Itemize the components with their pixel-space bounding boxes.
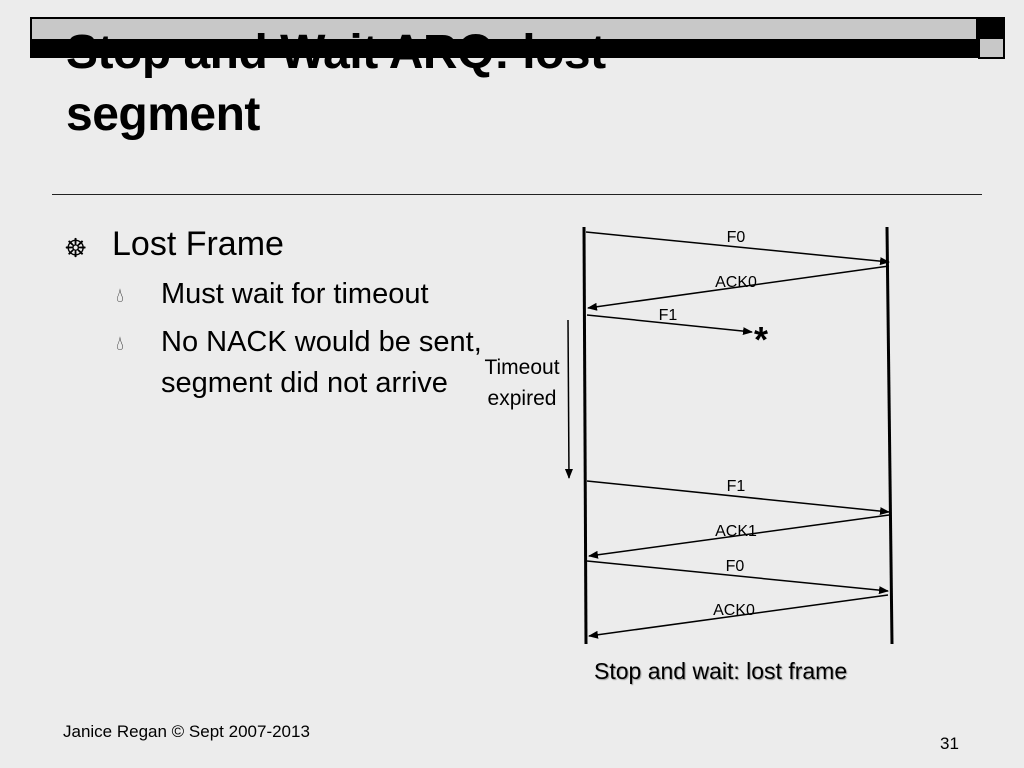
page-number: 31	[940, 734, 959, 753]
frame-f0-second-label: F0	[725, 558, 745, 575]
title-line-2: segment	[66, 88, 260, 141]
sender-timeline	[584, 227, 586, 644]
wheel-bullet-icon: ☸	[64, 233, 88, 263]
bullet-text: Lost Frame	[112, 225, 284, 263]
title-line-1: Stop and Wait ARQ: lost	[66, 26, 606, 79]
sub-bullet-text: Must wait for timeout	[161, 278, 429, 310]
footer-text: Janice Regan © Sept 2007-2013	[63, 722, 310, 741]
ack1-label: ACK1	[715, 523, 757, 540]
bullet-lost-frame	[64, 222, 484, 266]
ack0-label: ACK0	[715, 274, 757, 291]
receiver-timeline	[887, 227, 892, 644]
timeout-label-line2: expired	[487, 387, 557, 410]
title-divider	[52, 194, 982, 195]
sub-bullet-text: No NACK would be sent, segment did not arrive	[161, 326, 482, 399]
sequence-diagram-svg	[470, 220, 910, 650]
timeout-label-line1: Timeout	[484, 356, 560, 379]
corner-decor	[978, 17, 1005, 59]
frame-f0-label: F0	[726, 229, 746, 246]
diagram-caption: Stop and wait: lost frame	[594, 658, 848, 684]
sub-bullet-nack	[64, 322, 484, 404]
timeout-arrow	[568, 320, 569, 478]
loss-asterisk: *	[753, 319, 769, 360]
ack0-second-label: ACK0	[713, 602, 755, 619]
lost-frame-f1-label: F1	[658, 307, 678, 324]
bullet-list	[64, 222, 484, 411]
stop-and-wait-diagram	[470, 220, 910, 655]
drop-bullet-icon: 💧︎	[116, 333, 124, 355]
frame-f1-resend-label: F1	[726, 478, 746, 495]
slide-title	[66, 22, 606, 146]
sub-bullet-timeout	[64, 274, 484, 315]
drop-bullet-icon: 💧︎	[116, 285, 124, 307]
